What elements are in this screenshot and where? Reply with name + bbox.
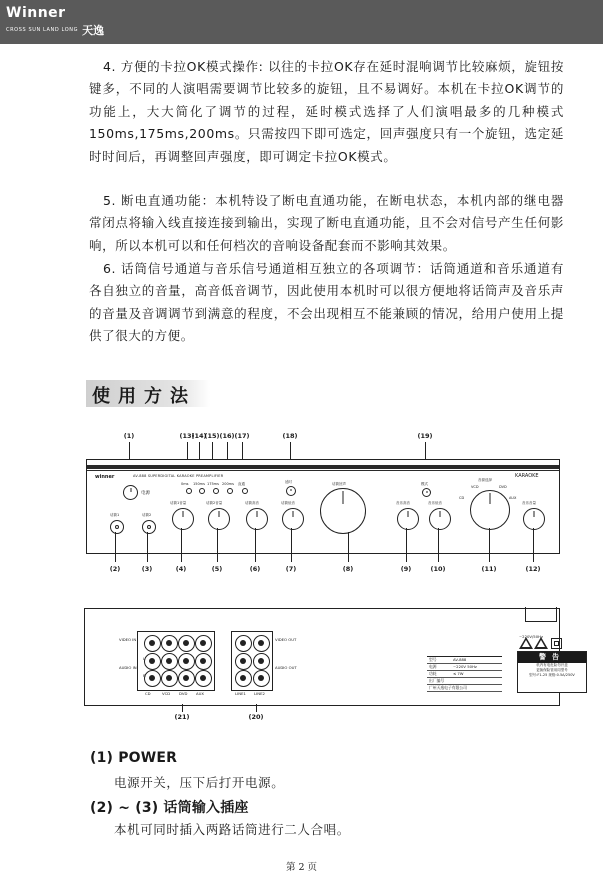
header-bar bbox=[0, 0, 603, 44]
channel-r-label: R bbox=[143, 673, 146, 678]
front-karaoke-label: KARAOKE bbox=[515, 473, 539, 479]
music-treble-knob bbox=[397, 508, 419, 530]
knob-label: 话筒1音量 bbox=[170, 501, 187, 505]
leader-line bbox=[533, 528, 534, 562]
rca-jack bbox=[161, 653, 178, 670]
spec-row-label: 广州天逸电子有限公司 bbox=[429, 685, 467, 690]
leader-line bbox=[438, 528, 439, 562]
callout-4: (4) bbox=[175, 565, 187, 573]
mic2-label: 话筒2 bbox=[142, 513, 152, 517]
callout-1: (1) bbox=[123, 432, 135, 440]
front-description: AV-888 SUPERDIGITAL KARAOKE PREAMPLIFIER bbox=[133, 474, 224, 478]
callout-3: (3) bbox=[141, 565, 153, 573]
warning-triangle-icon bbox=[519, 637, 533, 649]
item-body-power: 电源开关，压下后打开电源。 bbox=[114, 775, 285, 790]
leader-line bbox=[147, 532, 148, 562]
rca-jack bbox=[161, 670, 178, 687]
source-label: DVD bbox=[499, 485, 507, 489]
delay-label-bypass: 直通 bbox=[238, 482, 245, 486]
leader-line bbox=[291, 528, 292, 562]
input-label-vcd: VCD bbox=[162, 691, 171, 696]
power-cord-outlet bbox=[525, 607, 557, 622]
callout-11: (11) bbox=[481, 565, 497, 573]
double-insulation-icon bbox=[551, 638, 562, 649]
delay-label-175: 175ms bbox=[207, 482, 219, 486]
item-heading-power: (1) POWER bbox=[90, 750, 178, 766]
rca-jack bbox=[195, 670, 212, 687]
knob-label: 话筒低音 bbox=[281, 501, 295, 505]
delay-label-200: 200ms bbox=[222, 482, 234, 486]
video-in-label: VIDEO IN bbox=[119, 637, 137, 642]
spec-row-value: ≤ 7W bbox=[453, 671, 464, 676]
music-bass-knob bbox=[429, 508, 451, 530]
rca-jack bbox=[253, 653, 270, 670]
rca-jack bbox=[178, 635, 195, 652]
spec-row-value: AV-888 bbox=[453, 657, 467, 662]
leader-line bbox=[348, 532, 349, 562]
callout-21: (21) bbox=[174, 713, 190, 721]
source-select-knob bbox=[470, 490, 510, 530]
rear-voltage: ~220V/50Hz bbox=[519, 634, 543, 639]
rca-jack bbox=[144, 670, 161, 687]
mic1-jack bbox=[110, 520, 124, 534]
spec-row-value: ~220V 50Hz bbox=[453, 664, 477, 669]
source-label: VCD bbox=[471, 485, 479, 489]
knob-label: 话筒回声 bbox=[332, 482, 346, 486]
rear-input-group bbox=[137, 631, 215, 691]
rca-jack bbox=[235, 653, 252, 670]
mode-label: 模式 bbox=[421, 482, 428, 486]
section-title-text: 使用方法 bbox=[92, 386, 196, 407]
leader-line bbox=[182, 704, 183, 712]
spec-row-label: 型号 bbox=[429, 657, 437, 662]
knob-label: 音源选择 bbox=[478, 478, 492, 482]
power-button bbox=[123, 485, 138, 500]
knob-label: 话筒2音量 bbox=[206, 501, 223, 505]
spec-row-label: 功耗 bbox=[429, 671, 437, 676]
page-number: 第 2 页 bbox=[285, 862, 318, 873]
callout-13: (13) bbox=[179, 432, 195, 440]
mic-treble-knob bbox=[246, 508, 268, 530]
leader-line bbox=[115, 532, 116, 562]
knob-label: 话筒高音 bbox=[245, 501, 259, 505]
callout-2: (2) bbox=[109, 565, 121, 573]
spec-row-label: 电源 bbox=[429, 664, 437, 669]
mic-echo-knob bbox=[320, 488, 366, 534]
music-volume-knob bbox=[523, 508, 545, 530]
rca-jack bbox=[178, 670, 195, 687]
section-title-usage bbox=[86, 380, 210, 407]
callout-20: (20) bbox=[248, 713, 264, 721]
callout-19: (19) bbox=[417, 432, 433, 440]
video-out-label: VIDEO OUT bbox=[275, 637, 297, 642]
rca-jack bbox=[195, 653, 212, 670]
rca-jack bbox=[144, 653, 161, 670]
brand-tagline: CROSS SUN LAND LONG bbox=[6, 27, 79, 33]
warning-label bbox=[517, 651, 587, 693]
input-label-cd: CD bbox=[145, 691, 151, 696]
rca-jack bbox=[253, 635, 270, 652]
callout-15: (15) bbox=[204, 432, 220, 440]
led-indicator bbox=[199, 488, 205, 494]
leader-line bbox=[489, 528, 490, 562]
callout-18: (18) bbox=[282, 432, 298, 440]
power-label: 电源 bbox=[141, 491, 150, 496]
item-body-mic-jacks: 本机可同时插入两路话筒进行二人合唱。 bbox=[114, 822, 350, 837]
leader-line bbox=[255, 528, 256, 562]
warning-line: 机内有电危险勿开盖 bbox=[536, 663, 568, 667]
front-brand: winner bbox=[95, 474, 115, 480]
leader-line bbox=[181, 528, 182, 562]
mic2-volume-knob bbox=[208, 508, 230, 530]
rear-output-group bbox=[231, 631, 273, 691]
mic-bass-knob bbox=[282, 508, 304, 530]
source-label: AUX bbox=[509, 496, 517, 500]
callout-8: (8) bbox=[342, 565, 354, 573]
audio-in-label: AUDIO IN bbox=[119, 665, 137, 670]
rca-jack bbox=[178, 653, 195, 670]
knob-label: 音乐音量 bbox=[522, 501, 536, 505]
led-indicator bbox=[227, 488, 233, 494]
rca-jack bbox=[235, 670, 252, 687]
callout-17: (17) bbox=[234, 432, 250, 440]
delay-label-150: 150ms bbox=[193, 482, 205, 486]
mic1-label: 话筒1 bbox=[110, 513, 120, 517]
callout-7: (7) bbox=[285, 565, 297, 573]
led-indicator bbox=[242, 488, 248, 494]
spec-plate bbox=[427, 656, 502, 692]
leader-line bbox=[406, 528, 407, 562]
spec-row-label: 出厂编号 bbox=[429, 678, 445, 683]
leader-line bbox=[217, 528, 218, 562]
knob-label: 音乐高音 bbox=[396, 501, 410, 505]
brand-name-en: Winner bbox=[6, 5, 66, 21]
paragraph-power-bypass: 5. 断电直通功能：本机特设了断电直通功能，在断电状态，本机内部的继电器常闭点将输入线直接连接到输出，实现了断电直通功能，且不会对信号产生任何影响，所以本机可以和任何档次的音响设备配套而不影响其效果。 bbox=[89, 193, 564, 253]
input-label-dvd: DVD bbox=[179, 691, 188, 696]
item-heading-mic-jacks: (2) ~ (3) 话筒输入插座 bbox=[90, 800, 249, 816]
warning-line: 型号:F1-25 规格:0.5A/250V bbox=[529, 673, 575, 677]
output-label-line1: LINE1 bbox=[235, 691, 246, 696]
callout-16: (16) bbox=[219, 432, 235, 440]
callout-12: (12) bbox=[525, 565, 541, 573]
output-label-line2: LINE2 bbox=[254, 691, 265, 696]
audio-out-label: AUDIO OUT bbox=[275, 665, 297, 670]
channel-l-label: L bbox=[143, 656, 146, 661]
mic2-jack bbox=[142, 520, 156, 534]
delay-label-0: 0ms bbox=[181, 482, 189, 486]
warning-title: 警告 bbox=[518, 652, 586, 663]
source-label: CD bbox=[459, 496, 465, 500]
callout-9: (9) bbox=[400, 565, 412, 573]
paragraph-karaoke-mode: 4. 方便的卡拉OK模式操作: 以往的卡拉OK存在延时混响调节比较麻烦，旋钮按键多，不同的人演唱需要调节比较多的旋钮，且不易调好。本机在卡拉OK调节的功能上，大大简化了调节的过程，延时模式选择了人们演唱最多的几种模式150ms,175ms,200ms。只需按四下即可选定，回声强度只有一个旋钮，选定延时时间后，再调整回声强度，即可调定卡拉OK模式。 bbox=[89, 59, 564, 164]
callout-6: (6) bbox=[249, 565, 261, 573]
leader-line bbox=[256, 704, 257, 712]
lightning-triangle-icon bbox=[534, 637, 548, 649]
rca-jack bbox=[161, 635, 178, 652]
input-label-aux: AUX bbox=[196, 691, 204, 696]
knob-label: 音乐低音 bbox=[428, 501, 442, 505]
rca-jack bbox=[253, 670, 270, 687]
rca-jack bbox=[195, 635, 212, 652]
led-indicator bbox=[186, 488, 192, 494]
rca-jack bbox=[235, 635, 252, 652]
delay-button-label: 延时 bbox=[285, 480, 292, 484]
rca-jack bbox=[144, 635, 161, 652]
brand-name-cn: 天逸 bbox=[82, 24, 105, 37]
callout-14: (14) bbox=[191, 432, 207, 440]
rear-panel-diagram bbox=[84, 608, 575, 706]
paragraph-independent-channels: 6. 话筒信号通道与音乐信号通道相互独立的各项调节：话筒通道和音乐通道有各自独立的音量，高音低音调节，因此使用本机时可以很方便地将话筒声及音乐声的音量及音调调节到满意的程度，不会出现相互不能兼顾的情况，给用户使用上提供了很大的方便。 bbox=[89, 261, 564, 344]
warning-line: 更换保险管用同型号 bbox=[536, 668, 568, 672]
delay-button bbox=[286, 486, 296, 496]
mode-button bbox=[422, 488, 431, 497]
callout-5: (5) bbox=[211, 565, 223, 573]
callout-10: (10) bbox=[430, 565, 446, 573]
brand-logo bbox=[6, 5, 104, 38]
led-indicator bbox=[213, 488, 219, 494]
mic1-volume-knob bbox=[172, 508, 194, 530]
